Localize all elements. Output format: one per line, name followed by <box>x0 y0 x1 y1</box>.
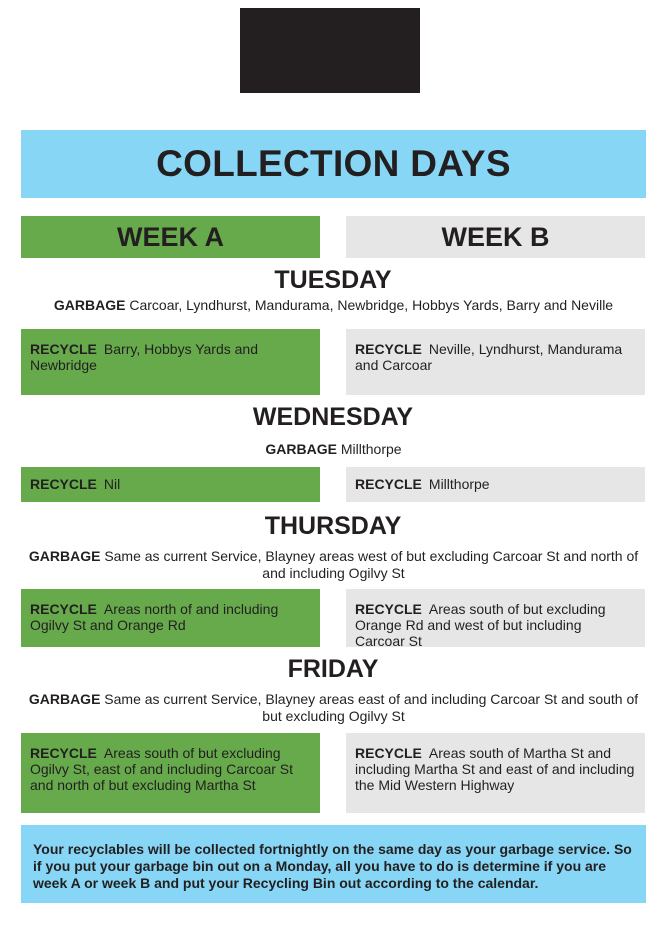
recycle-label: RECYCLE <box>30 341 97 357</box>
garbage-areas: Same as current Service, Blayney areas east of and including Carcoar St and south of but excluding Ogilvy St <box>104 691 639 724</box>
recycle-areas: Areas north of and including Ogilvy St and Orange Rd <box>30 601 279 633</box>
garbage-friday <box>21 691 646 725</box>
day-heading-thursday: THURSDAY <box>264 512 402 540</box>
recycle-areas: Millthorpe <box>428 476 490 492</box>
recycle-areas: Areas south of but excluding Ogilvy St, east of and including Carcoar St and north of but excluding Martha St <box>30 745 294 793</box>
garbage-thursday <box>21 548 646 582</box>
garbage-label: GARBAGE <box>28 691 101 707</box>
day-heading-tuesday: TUESDAY <box>274 266 392 294</box>
recycle-areas: Areas south of but excluding Orange Rd and west of but including Carcoar St <box>355 601 606 649</box>
garbage-label: GARBAGE <box>28 548 101 564</box>
title-banner <box>21 130 646 198</box>
garbage-label: GARBAGE <box>265 441 337 457</box>
recycle-week-a-thursday <box>21 589 320 647</box>
recycle-areas: Barry, Hobbys Yards and Newbridge <box>30 341 258 373</box>
day-heading-friday: FRIDAY <box>287 655 379 683</box>
recycle-label: RECYCLE <box>30 745 97 761</box>
recycle-week-a-wednesday <box>21 467 320 502</box>
recycle-label: RECYCLE <box>355 476 422 492</box>
week-a-header: WEEK A <box>21 216 320 258</box>
recycle-week-b-tuesday <box>346 329 645 395</box>
garbage-areas: Same as current Service, Blayney areas west of but excluding Carcoar St and north of and including Ogilvy St <box>104 548 639 581</box>
recycle-label: RECYCLE <box>30 601 97 617</box>
week-b-header: WEEK B <box>346 216 645 258</box>
recycle-week-a-tuesday <box>21 329 320 395</box>
garbage-tuesday <box>21 297 646 314</box>
garbage-areas: Carcoar, Lyndhurst, Mandurama, Newbridge, Hobbys Yards, Barry and Neville <box>129 297 614 313</box>
recycle-label: RECYCLE <box>30 476 97 492</box>
recycle-week-b-wednesday <box>346 467 645 502</box>
recycle-label: RECYCLE <box>355 745 422 761</box>
recycle-areas: Nil <box>103 476 121 492</box>
garbage-label: GARBAGE <box>53 297 126 313</box>
page-title: COLLECTION DAYS <box>156 143 511 184</box>
recycle-week-b-friday <box>346 733 645 813</box>
garbage-areas: Millthorpe <box>340 441 402 457</box>
recycle-label: RECYCLE <box>355 601 422 617</box>
recycle-week-a-friday <box>21 733 320 813</box>
day-heading-wednesday: WEDNESDAY <box>252 403 414 431</box>
recycle-week-b-thursday <box>346 589 645 647</box>
recycle-areas: Neville, Lyndhurst, Mandurama and Carcoar <box>355 341 623 373</box>
recycle-label: RECYCLE <box>355 341 422 357</box>
council-logo <box>240 8 420 93</box>
garbage-wednesday <box>21 441 646 458</box>
recycle-areas: Areas south of Martha St and including Martha St and east of and including the Mid Western Highway <box>355 745 635 793</box>
info-footer: Your recyclables will be collected fortnightly on the same day as your garbage service. So if you put your garbage bin out on a Monday, all you have to do is determine if you are week A or week B and put your Recycling Bin out according to the calendar. <box>21 825 646 903</box>
